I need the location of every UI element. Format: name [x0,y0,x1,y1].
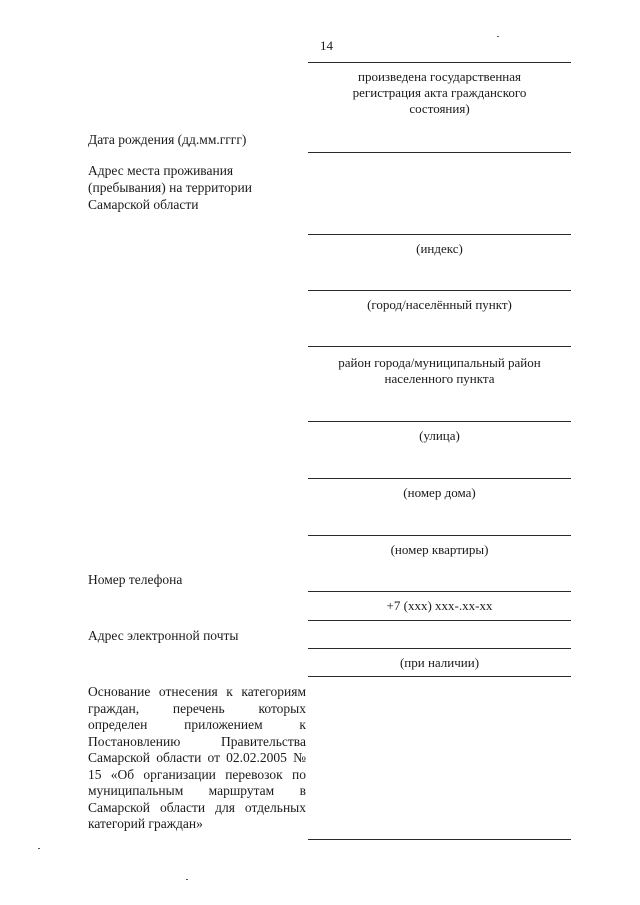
district-field[interactable] [308,346,571,347]
street-field[interactable] [308,421,571,422]
district-hint: район города/муниципальный район населенного пункта [338,355,541,386]
birth-date-field[interactable] [308,152,571,153]
address-label: Адрес места проживания (пребывания) на территории Самарской области [88,163,252,212]
birth-date-label: Дата рождения (дд.мм.гггг) [88,132,247,147]
phone-format: +7 (xxx) xxx-.xx-xx [386,598,493,613]
scan-speck [186,879,188,880]
email-label: Адрес электронной почты [88,628,239,643]
email-hint-rule [308,676,571,677]
index-field[interactable] [308,234,571,235]
house-hint: (номер дома) [403,485,476,500]
phone-label: Номер телефона [88,572,183,587]
phone-field[interactable] [308,591,571,592]
city-hint: (город/населённый пункт) [367,297,512,312]
scan-speck [38,848,40,849]
email-hint: (при наличии) [399,655,480,670]
apartment-field[interactable] [308,535,571,536]
phone-format-rule [308,620,571,621]
index-hint: (индекс) [416,241,463,256]
page-number: 14 [320,38,333,53]
registration-rule [308,62,571,63]
house-field[interactable] [308,478,571,479]
city-field[interactable] [308,290,571,291]
apartment-hint: (номер квартиры) [390,542,489,557]
basis-label: Основание отнесения к категориям граждан, перечень которых определен приложением к Постановлению Правительства Самарской области от 02.02.2005 № 15 «Об организации перевозок по муниципальным маршрутам в Самарской области для отдельных категорий граждан» [88,684,306,831]
email-field[interactable] [308,648,571,649]
registration-hint: произведена государственная регистрация акта гражданского состояния) [352,69,527,116]
scan-speck [497,36,499,37]
basis-field[interactable] [308,839,571,840]
street-hint: (улица) [419,428,460,443]
